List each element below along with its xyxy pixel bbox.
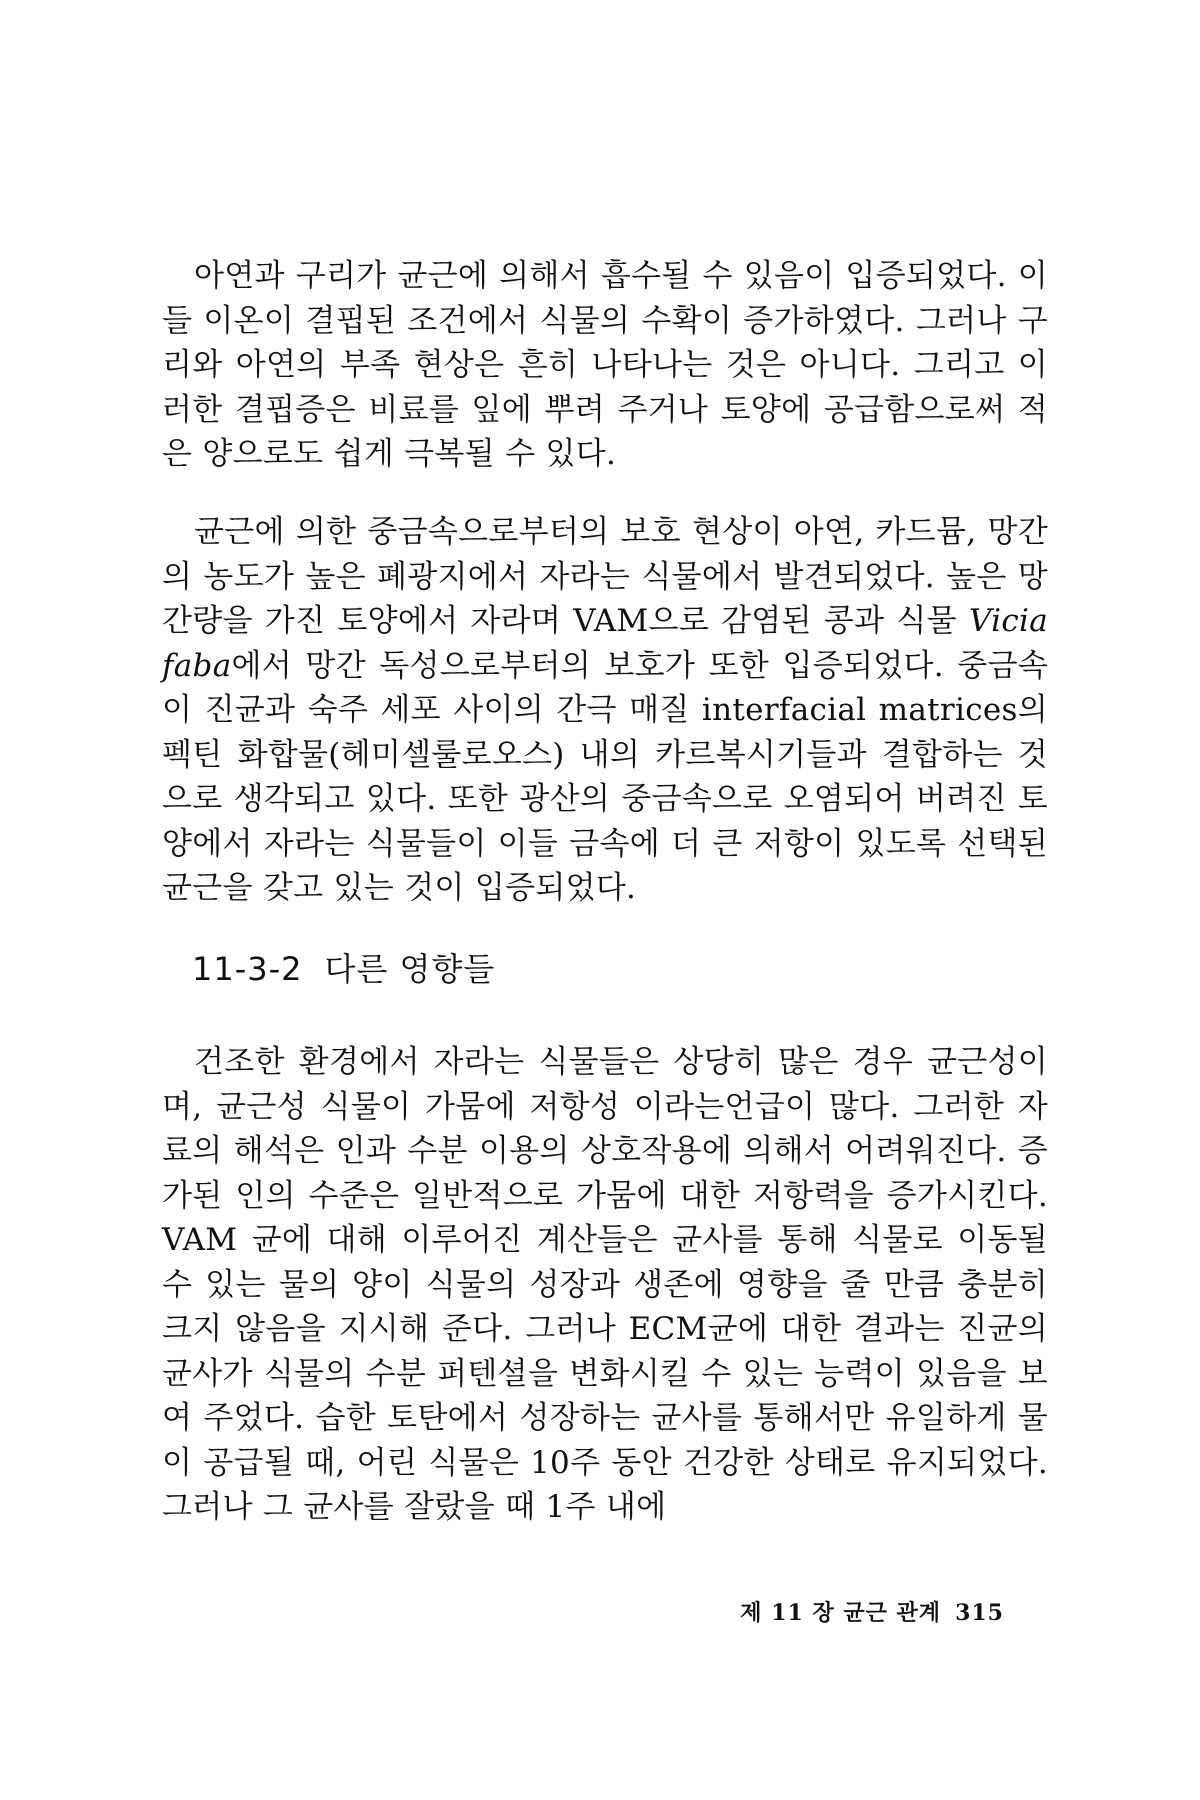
- paragraph-block-2: [162, 510, 1048, 911]
- paragraph-text-part: 균근에 의한 중금속으로부터의 보호 현상이 아연, 카드뮴, 망간의 농도가 높은 폐광지에서 자라는 식물에서 발견되었다. 높은 망간량을 가진 토양에서 자라며 VAM으로 감염된 콩과 식물: [162, 514, 1048, 639]
- section-heading: [192, 944, 495, 990]
- paragraph-heavy-metal-protection: [162, 510, 1048, 911]
- page-footer: [726, 1596, 1004, 1627]
- paragraph-text-part: 에서 망간 독성으로부터의 보호가 또한 입증되었다. 중금속이 진균과 숙주 세포 사이의 간극 매질 interfacial matrices의 펙틴 화합물(헤미셀룰로오스) 내의 카르복시기들과 결합하는 것으로 생각되고 있다. 또한 광산의 중금속으로 오염되어 버려진 토양에서 자라는 식물들이 이들 금속에 더 큰 저항이 있도록 선택된 균근을 갖고 있는 것이 입증되었다.: [162, 647, 1048, 906]
- paragraph-drought-resistance: 건조한 환경에서 자라는 식물들은 상당히 많은 경우 균근성이며, 균근성 식물이 가뭄에 저항성 이라는언급이 많다. 그러한 자료의 해석은 인과 수분 이용의 상호작용에 의해서 어려워진다. 증가된 인의 수준은 일반적으로 가뭄에 대한 저항력을 증가시킨다. VAM 균에 대해 이루어진 계산들은 균사를 통해 식물로 이동될 수 있는 물의 양이 식물의 성장과 생존에 영향을 줄 만큼 충분히 크지 않음을 지시해 준다. 그러나 ECM균에 대한 결과는 진균의 균사가 식물의 수분 퍼텐셜을 변화시킬 수 있는 능력이 있음을 보여 주었다. 습한 토탄에서 성장하는 균사를 통해서만 유일하게 물이 공급될 때, 어린 식물은 10주 동안 건강한 상태로 유지되었다. 그러나 그 균사를 잘랐을 때 1주 내에: [162, 1044, 1048, 1525]
- section-number: 11-3-2: [192, 950, 303, 988]
- paragraph-zinc-copper: 아연과 구리가 균근에 의해서 흡수될 수 있음이 입증되었다. 이들 이온이 결핍된 조건에서 식물의 수확이 증가하였다. 그러나 구리와 아연의 부족 현상은 흔히 나타나는 것은 아니다. 그리고 이러한 결핍증은 비료를 잎에 뿌려 주거나 토양에 공급함으로써 적은 양으로도 쉽게 극복될 수 있다.: [162, 258, 1048, 472]
- section-title: 다른 영향들: [324, 950, 496, 988]
- page-number: 315: [955, 1600, 1004, 1626]
- paragraph-block-1: [162, 254, 1048, 477]
- footer-chapter-title: 제 11 장 균근 관계: [740, 1600, 942, 1626]
- paragraph-block-3: [162, 1040, 1048, 1530]
- species-name-italic: Vicia faba: [162, 603, 1048, 684]
